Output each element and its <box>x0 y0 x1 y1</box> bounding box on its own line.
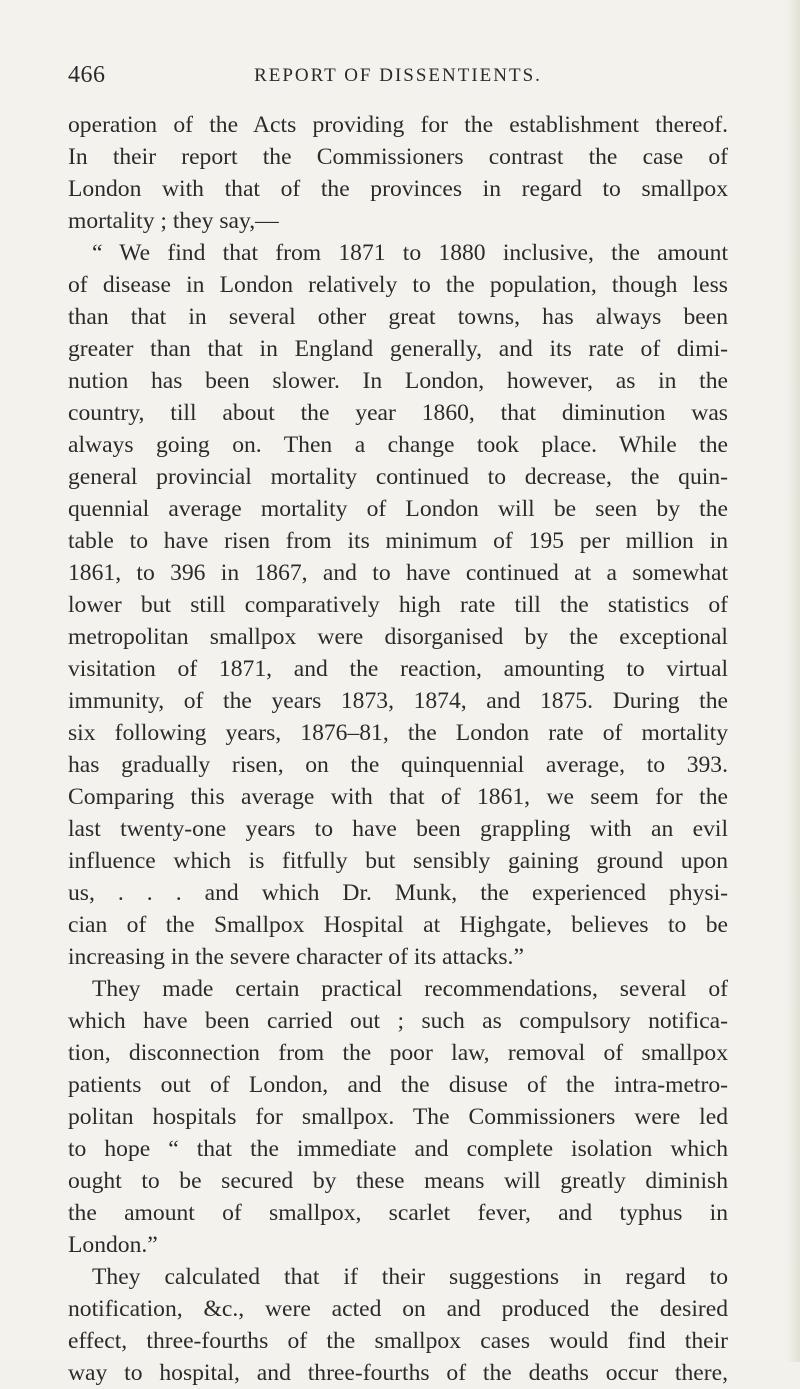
text-line: Comparing this average with that of 1861, we seem for the <box>68 784 728 810</box>
text-line: metropolitan smallpox were disorganised by the exceptional <box>68 624 728 650</box>
text-line: country, till about the year 1860, that diminution was <box>68 400 728 426</box>
text-line: mortality ; they say,— <box>68 208 279 234</box>
text-line: last twenty-one years to have been grappling with an evil <box>68 816 728 842</box>
text-line: They calculated that if their suggestions in regard to <box>92 1264 728 1290</box>
text-line: effect, three-fourths of the smallpox cases would find their <box>68 1328 728 1354</box>
text-line: cian of the Smallpox Hospital at Highgate, believes to be <box>68 912 728 938</box>
text-line: influence which is fitfully but sensibly gaining ground upon <box>68 848 728 874</box>
text-line: nution has been slower. In London, however, as in the <box>68 368 728 394</box>
running-head: REPORT OF DISSENTIENTS. <box>254 65 542 86</box>
text-line: table to have risen from its minimum of 195 per million in <box>68 528 728 554</box>
text-line: us, . . . and which Dr. Munk, the experienced physi- <box>68 880 728 906</box>
text-line: lower but still comparatively high rate till the statistics of <box>68 592 728 618</box>
text-line: has gradually risen, on the quinquennial average, to 393. <box>68 752 728 778</box>
text-line: patients out of London, and the disuse of the intra-metro- <box>68 1072 728 1098</box>
text-line: notification, &c., were acted on and produced the desired <box>68 1296 728 1322</box>
body-text <box>68 109 728 1389</box>
page-number: 466 <box>68 62 106 88</box>
text-line: They made certain practical recommendations, several of <box>92 976 728 1002</box>
text-line: 1861, to 396 in 1867, and to have continued at a somewhat <box>68 560 728 586</box>
text-line: than that in several other great towns, has always been <box>68 304 728 330</box>
text-line: tion, disconnection from the poor law, removal of smallpox <box>68 1040 728 1066</box>
text-line: London with that of the provinces in regard to smallpox <box>68 176 728 202</box>
page-edge-shadow <box>786 0 800 1362</box>
text-line: ought to be secured by these means will greatly diminish <box>68 1168 728 1194</box>
text-line: general provincial mortality continued to decrease, the quin- <box>68 464 728 490</box>
text-line: to hope “ that the immediate and complete isolation which <box>68 1136 728 1162</box>
text-line: way to hospital, and three-fourths of the deaths occur there, <box>68 1360 728 1386</box>
text-line: politan hospitals for smallpox. The Commissioners were led <box>68 1104 728 1130</box>
text-line: visitation of 1871, and the reaction, amounting to virtual <box>68 656 728 682</box>
text-line: operation of the Acts providing for the establishment thereof. <box>68 112 728 138</box>
text-line: always going on. Then a change took place. While the <box>68 432 728 458</box>
text-line: which have been carried out ; such as compulsory notifica- <box>68 1008 728 1034</box>
text-line: “ We find that from 1871 to 1880 inclusive, the amount <box>92 240 728 266</box>
text-line: six following years, 1876–81, the London rate of mortality <box>68 720 728 746</box>
text-line: greater than that in England generally, and its rate of dimi- <box>68 336 728 362</box>
text-line: immunity, of the years 1873, 1874, and 1875. During the <box>68 688 728 714</box>
text-line: increasing in the severe character of its attacks.” <box>68 944 524 970</box>
text-line: London.” <box>68 1232 158 1258</box>
text-line: quennial average mortality of London will be seen by the <box>68 496 728 522</box>
text-line: of disease in London relatively to the population, though less <box>68 272 728 298</box>
page-header <box>68 62 728 94</box>
text-line: In their report the Commissioners contrast the case of <box>68 144 728 170</box>
text-line: the amount of smallpox, scarlet fever, and typhus in <box>68 1200 728 1226</box>
